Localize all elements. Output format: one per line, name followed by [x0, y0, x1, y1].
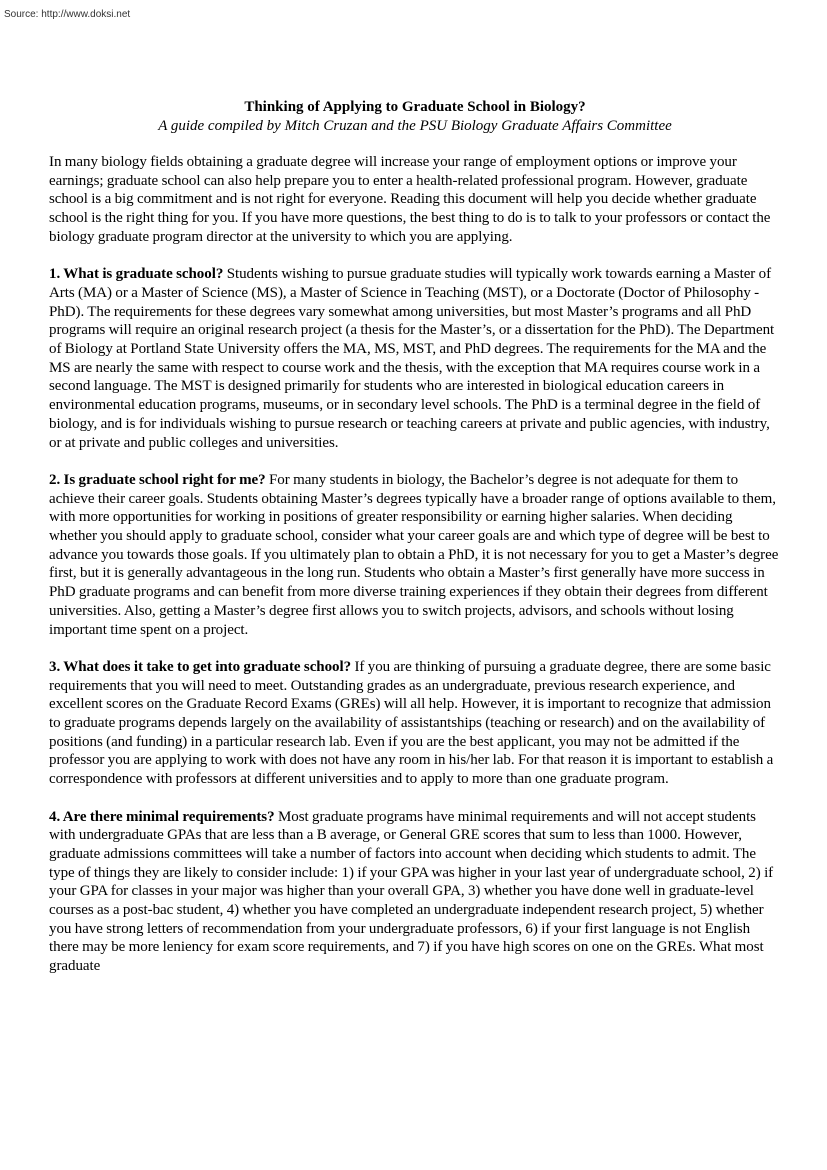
section-heading: 3. What does it take to get into graduate school? [49, 658, 352, 675]
section-heading: 1. What is graduate school? [49, 266, 224, 283]
section-is-graduate-school-right [49, 471, 781, 639]
section-text: If you are thinking of pursuing a graduate degree, there are some basic requirements that you will need to meet. Outstanding grades as an undergraduate, previous research experience, and excellent scores on the Graduate Record Exams (GREs) will all help. However, it is important to recognize that admission to graduate programs depends largely on the availability of assistantships (teaching or research) and on the availability of positions (and funding) in a particular research lab. Even if you are the best applicant, you may not be admitted if the professor you are applying to work with does not have any room in his/her lab. For that reason it is important to establish a correspondence with professors at different universities and to apply to more than one graduate program. [49, 658, 774, 788]
section-text: Most graduate programs have minimal requirements and will not accept students with undergraduate GPAs that are less than a B average, or General GRE scores that sum to less than 1000. However, graduate admissions committees will take a number of factors into account when deciding which students to admit. The type of things they are likely to consider include: 1) if your GPA was higher in your last year of undergraduate school, 2) if your GPA for classes in your major was higher than your overall GPA, 3) whether you have done well in graduate-level courses as a post-bac student, 4) whether you have completed an undergraduate independent research project, 5) whether you have strong letters of recommendation from your undergraduate professors, 6) if your first language is not English there may be more leniency for exam score requirements, and 7) if you have high scores on one on the GREs. What most graduate [49, 808, 774, 975]
section-text: Students wishing to pursue graduate studies will typically work towards earning a Master of Arts (MA) or a Master of Science (MS), a Master of Science in Teaching (MST), or a Doctorate (Doctor of Philosophy - PhD). The requirements for these degrees vary somewhat among universities, but most Master’s programs and all PhD programs will require an original research project (a thesis for the Master’s, or a dissertation for the PhD). The Department of Biology at Portland State University offers the MA, MS, MST, and PhD degrees. The requirements for the MA and the MS are nearly the same with respect to course work and the thesis, with the exception that MA requires course work in a second language. The MST is designed primarily for students who are interested in biological education careers in environmental education programs, museums, or in secondary level schools. The PhD is a terminal degree in the field of biology, and is for individuals wishing to pursue research or teaching careers at private and public agencies, with industry, or at private and public colleges and universities. [49, 266, 775, 451]
section-what-does-it-take [49, 658, 781, 789]
section-minimal-requirements [49, 808, 781, 976]
section-text: For many students in biology, the Bachelor’s degree is not adequate for them to achieve their career goals. Students obtaining Master’s degrees typically have a broader range of options available to them, with more opportunities for working in positions of greater responsibility or earning higher salaries. When deciding whether you should apply to graduate school, consider what your career goals are and which type of degree will be best to advance you towards those goals. If you ultimately plan to obtain a PhD, it is not necessary for you to get a Master’s degree first, but it is generally advantageous in the long run. Students who obtain a Master’s first generally have more success in PhD graduate programs and can benefit from more diverse training experiences if they obtain their degrees from different universities. Also, getting a Master’s degree first allows you to switch projects, advisors, and schools without losing important time spent on a project. [49, 471, 779, 638]
source-line: Source: http://www.doksi.net [4, 9, 131, 20]
section-heading: 2. Is graduate school right for me? [49, 471, 266, 488]
section-what-is-graduate-school [49, 265, 781, 452]
document-subtitle: A guide compiled by Mitch Cruzan and the PSU Biology Graduate Affairs Committee [158, 118, 672, 134]
document-page [49, 98, 781, 995]
document-title: Thinking of Applying to Graduate School in Biology? [244, 99, 586, 115]
intro-paragraph: In many biology fields obtaining a graduate degree will increase your range of employment options or improve your earnings; graduate school can also help prepare you to enter a health-related professional program. However, graduate school is a big commitment and is not right for everyone. Reading this document will help you decide whether graduate school is the right thing for you. If you have more questions, the best thing to do is to talk to your professors or contact the biology graduate program director at the university to which you are applying. [49, 154, 771, 245]
section-heading: 4. Are there minimal requirements? [49, 808, 275, 825]
